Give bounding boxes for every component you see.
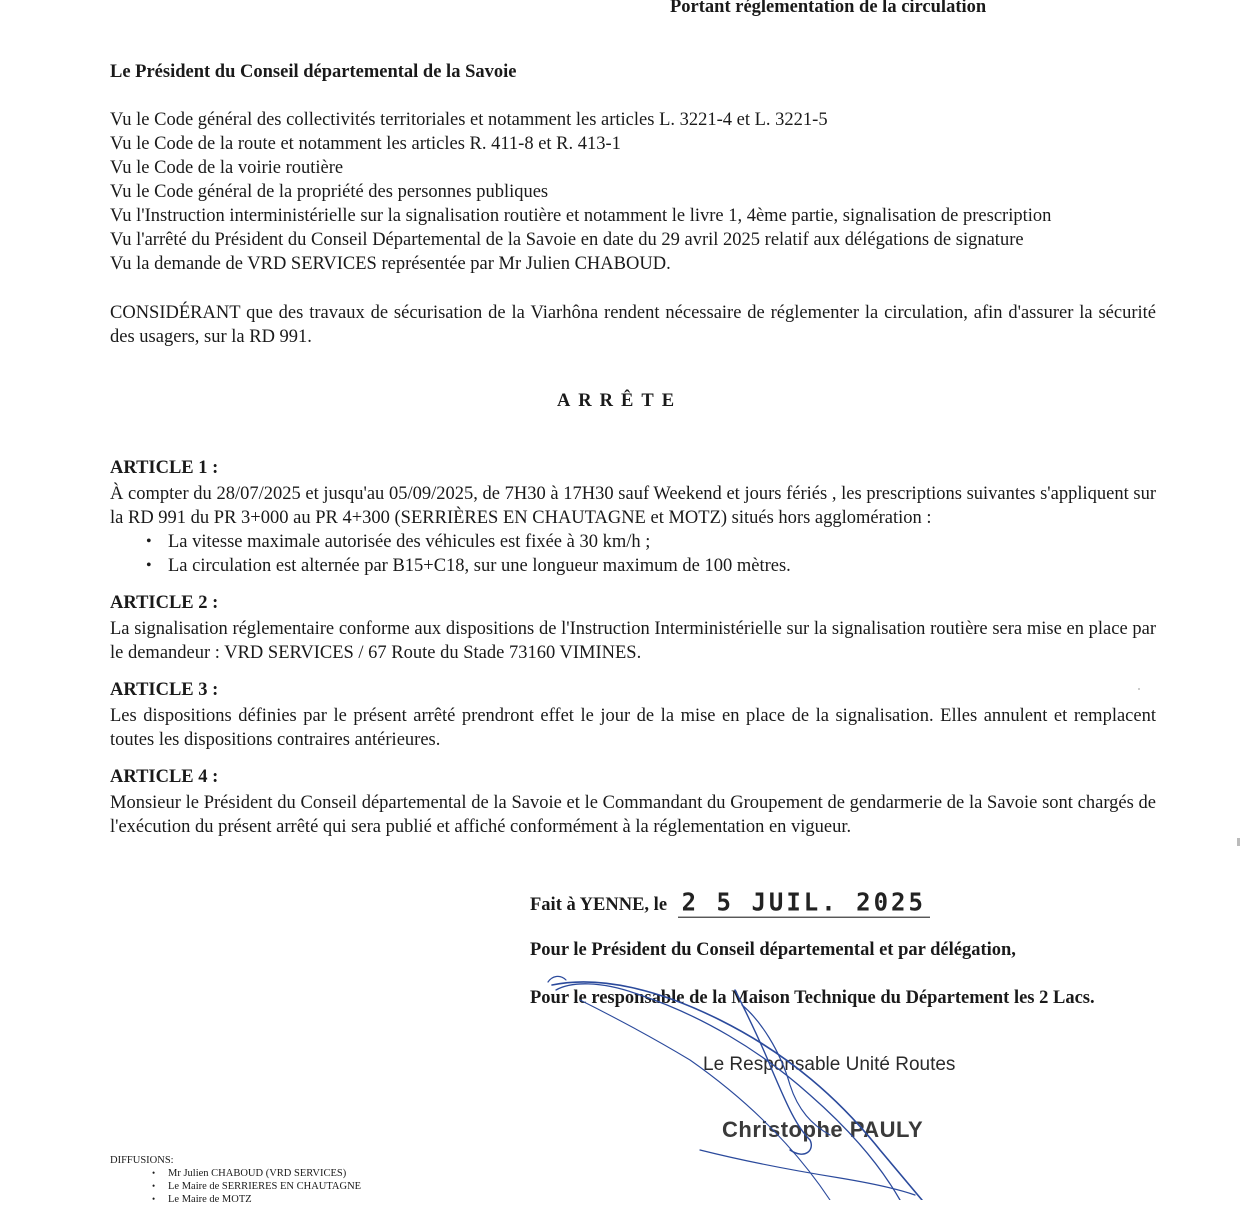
delegation-line: Pour le Président du Conseil départemental et par délégation, bbox=[530, 940, 1016, 960]
decision-heading bbox=[0, 391, 1241, 412]
diffusion-list bbox=[152, 1167, 361, 1206]
article-4-body: Monsieur le Président du Conseil départemental de la Savoie et le Commandant du Groupement de gendarmerie de la Savoie sont chargés de l'exécution du présent arrêté qui sera publié et affiché conformément à la réglementation en vigueur. bbox=[110, 793, 1156, 837]
article-4-title: ARTICLE 4 : bbox=[110, 767, 219, 787]
responsable-line: Pour le responsable de la Maison Technique du Département les 2 Lacs. bbox=[530, 988, 1095, 1008]
article-3-title: ARTICLE 3 : bbox=[110, 680, 219, 700]
scan-artifact bbox=[1237, 838, 1240, 846]
visa-item: Vu l'Instruction interministérielle sur la signalisation routière et notamment le livre 1, 4ème partie, signalisation de prescription bbox=[110, 206, 1052, 226]
article-1-title: ARTICLE 1 : bbox=[110, 458, 219, 478]
visa-item: Vu le Code de la route et notamment les articles R. 411-8 et R. 413-1 bbox=[110, 134, 621, 154]
signer-name: Christophe PAULY bbox=[722, 1117, 924, 1142]
place-and-date bbox=[530, 888, 930, 917]
article-1-body: À compter du 28/07/2025 et jusqu'au 05/09/2025, de 7H30 à 17H30 sauf Weekend et jours fériés , les prescriptions suivantes s'appliquent sur la RD 991 du PR 3+000 au PR 4+300 (SERRIÈRES EN CHAUTAGNE et MOTZ) situés hors agglomération : bbox=[110, 484, 1156, 528]
decision-heading-text: ARRÊTE bbox=[556, 391, 683, 411]
visa-item: Vu le Code de la voirie routière bbox=[110, 158, 344, 178]
article-3-body: Les dispositions définies par le présent arrêté prendront effet le jour de la mise en place de la signalisation. Elles annulent et remplacent toutes les dispositions contraires antérieures. bbox=[110, 706, 1156, 750]
bullet-item: • La vitesse maximale autorisée des véhicules est fixée à 30 km/h ; bbox=[146, 530, 791, 554]
diffusion-recipient: • Le Maire de SERRIERES EN CHAUTAGNE bbox=[152, 1180, 361, 1193]
considerant-paragraph: CONSIDÉRANT que des travaux de sécurisation de la Viarhôna rendent nécessaire de réglementer la circulation, afin d'assurer la sécurité des usagers, sur la RD 991. bbox=[110, 303, 1156, 347]
diffusion-recipient: • Le Maire de MOTZ bbox=[152, 1193, 361, 1206]
bullet-item: • La circulation est alternée par B15+C18, sur une longueur maximum de 100 mètres. bbox=[146, 554, 791, 578]
scan-artifact bbox=[1138, 688, 1140, 690]
visas-list bbox=[110, 108, 1051, 276]
diffusion-label: DIFFUSIONS: bbox=[110, 1155, 174, 1166]
diffusion-recipient: • Mr Julien CHABOUD (VRD SERVICES) bbox=[152, 1167, 361, 1180]
article-1-bullets bbox=[146, 530, 791, 578]
signer-role: Le Responsable Unité Routes bbox=[703, 1054, 956, 1075]
subject-text: Portant réglementation de la circulation bbox=[670, 0, 987, 17]
article-2-title: ARTICLE 2 : bbox=[110, 593, 219, 613]
article-2-body: La signalisation réglementaire conforme aux dispositions de l'Instruction Interministérielle sur la signalisation routière sera mise en place par le demandeur : VRD SERVICES / 67 Route du Stade 73160 VIMINES. bbox=[110, 619, 1156, 663]
visa-item: Vu le Code général des collectivités territoriales et notamment les articles L. 3221-4 et L. 3221-5 bbox=[110, 110, 828, 130]
issuing-authority: Le Président du Conseil départemental de la Savoie bbox=[110, 62, 517, 82]
visa-item: Vu la demande de VRD SERVICES représentée par Mr Julien CHABOUD. bbox=[110, 254, 671, 274]
date-stamp: 2 5 JUIL. 2025 bbox=[678, 887, 930, 917]
visa-item: Vu l'arrêté du Président du Conseil Départemental de la Savoie en date du 29 avril 2025 relatif aux délégations de signature bbox=[110, 230, 1024, 250]
place-prefix: Fait à YENNE, le bbox=[530, 895, 668, 915]
visa-item: Vu le Code général de la propriété des personnes publiques bbox=[110, 182, 549, 202]
